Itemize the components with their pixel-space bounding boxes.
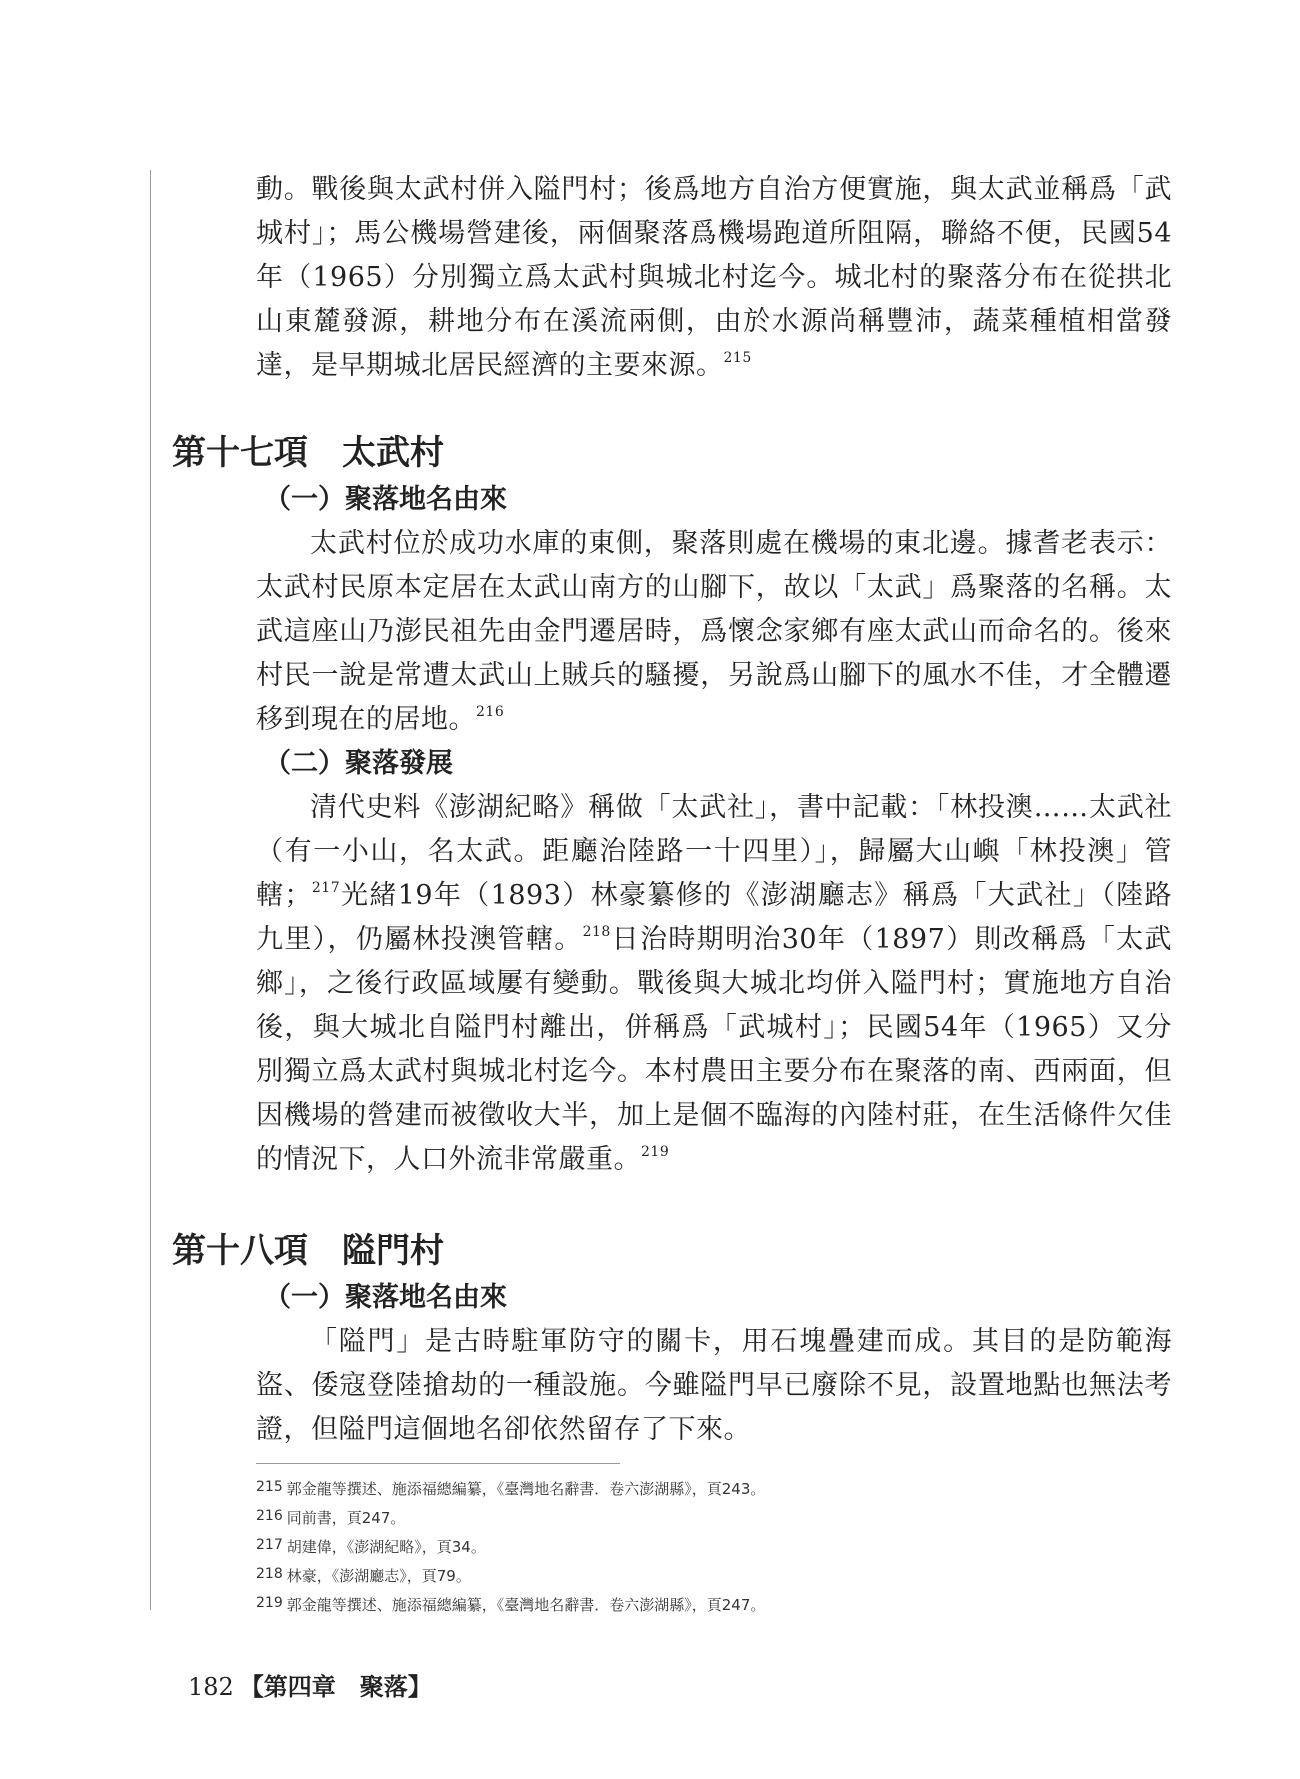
subheading-taiwu-name-origin: （一）聚落地名由來	[264, 484, 507, 515]
paragraph-taiwu-name-origin	[172, 522, 1172, 742]
footnote-number: 219	[256, 1595, 283, 1611]
footnote-ref-215[interactable]: 215	[723, 350, 752, 366]
footnote-text: 胡建偉，《澎湖紀略》，頁34。	[286, 1538, 486, 1556]
footnote-ref-216[interactable]: 216	[476, 704, 505, 720]
footnote-218	[256, 1561, 1176, 1590]
footnote-text: 郭金龍等撰述、施添福總編纂，《臺灣地名辭書．卷六澎湖縣》，頁243。	[286, 1480, 766, 1498]
paragraph-aimen-name-origin: 「隘門」是古時駐軍防守的關卡，用石塊疊建而成。其目的是防範海盜、倭寇登陸搶劫的一種設施。今雖隘門早已廢除不見，設置地點也無法考證，但隘門這個地名卻依然留存了下來。	[256, 1326, 1172, 1445]
footnote-215	[256, 1474, 1176, 1503]
left-margin-rule	[150, 170, 151, 1610]
subheading-aimen-name-origin: （一）聚落地名由來	[264, 1282, 507, 1313]
footnote-ref-218[interactable]: 218	[582, 924, 611, 940]
footnote-ref-219[interactable]: 219	[641, 1144, 670, 1160]
page-footer	[188, 1671, 432, 1703]
footnote-text: 郭金龍等撰述、施添福總編纂，《臺灣地名辭書．卷六澎湖縣》，頁247。	[286, 1596, 766, 1614]
section-title-taiwu: 第十七項 太武村	[172, 433, 444, 473]
footnote-number: 218	[256, 1566, 283, 1582]
paragraph-taiwu-name-origin-text: 太武村位於成功水庫的東側，聚落則處在機場的東北邊。據耆老表示：太武村民原本定居在太武山南方的山腳下，故以「太武」爲聚落的名稱。太武這座山乃澎民祖先由金門遷居時，爲懷念家鄉有座太武山而命名的。後來村民一說是常遭太武山上賊兵的騷擾，另說爲山腳下的風水不佳，才全體遷移到現在的居地。	[256, 528, 1172, 735]
intro-paragraph	[172, 168, 1172, 388]
footnote-219	[256, 1590, 1176, 1619]
footnote-text: 林豪，《澎湖廳志》，頁79。	[286, 1567, 471, 1585]
footnote-216	[256, 1503, 1176, 1532]
footnote-ref-217[interactable]: 217	[311, 880, 341, 896]
subheading-taiwu-development: （二）聚落發展	[264, 748, 453, 779]
footnote-number: 217	[256, 1537, 283, 1553]
paragraph-taiwu-development-text-a: 清代史料《澎湖紀略》稱做「太武社」，書中記載：「林投澳……太武社（有一小山，名太武。距廳治陸路一十四里）」，歸屬大山嶼「林投澳」管轄；	[256, 792, 1172, 911]
chapter-label: 【第四章 聚落】	[239, 1672, 432, 1701]
footnote-217	[256, 1532, 1176, 1561]
footnote-divider	[256, 1463, 620, 1464]
paragraph-taiwu-development-text-b: 光緒19年（1893）林豪纂修的《澎湖廳志》稱爲「大武社」（陸路九里），仍屬林投澳管轄。	[256, 880, 1172, 955]
footnote-number: 215	[256, 1479, 283, 1495]
intro-paragraph-text: 動。戰後與太武村併入隘門村；後爲地方自治方便實施，與太武並稱爲「武城村」；馬公機場營建後，兩個聚落爲機場跑道所阻隔，聯絡不便，民國54年（1965）分別獨立爲太武村與城北村迄今。城北村的聚落分布在從拱北山東麓發源，耕地分布在溪流兩側，由於水源尚稱豐沛，蔬菜種植相當發達，是早期城北居民經濟的主要來源。	[256, 174, 1172, 381]
paragraph-taiwu-development-text-c: 日治時期明治30年（1897）則改稱爲「太武鄉」，之後行政區域屢有變動。戰後與大城北均併入隘門村；實施地方自治後，與大城北自隘門村離出，併稱爲「武城村」；民國54年（1965）又分別獨立爲太武村與城北村迄今。本村農田主要分布在聚落的南、西兩面，但因機場的營建而被徵收大半，加上是個不臨海的內陸村莊，在生活條件欠佳的情況下，人口外流非常嚴重。	[256, 924, 1172, 1175]
page-number: 182	[188, 1673, 234, 1701]
footnote-number: 216	[256, 1508, 283, 1524]
section-title-aimen: 第十八項 隘門村	[172, 1231, 444, 1271]
footnote-text: 同前書，頁247。	[286, 1509, 406, 1527]
paragraph-taiwu-development	[172, 786, 1172, 1182]
page-body	[172, 168, 1172, 1452]
footnotes	[256, 1474, 1176, 1619]
